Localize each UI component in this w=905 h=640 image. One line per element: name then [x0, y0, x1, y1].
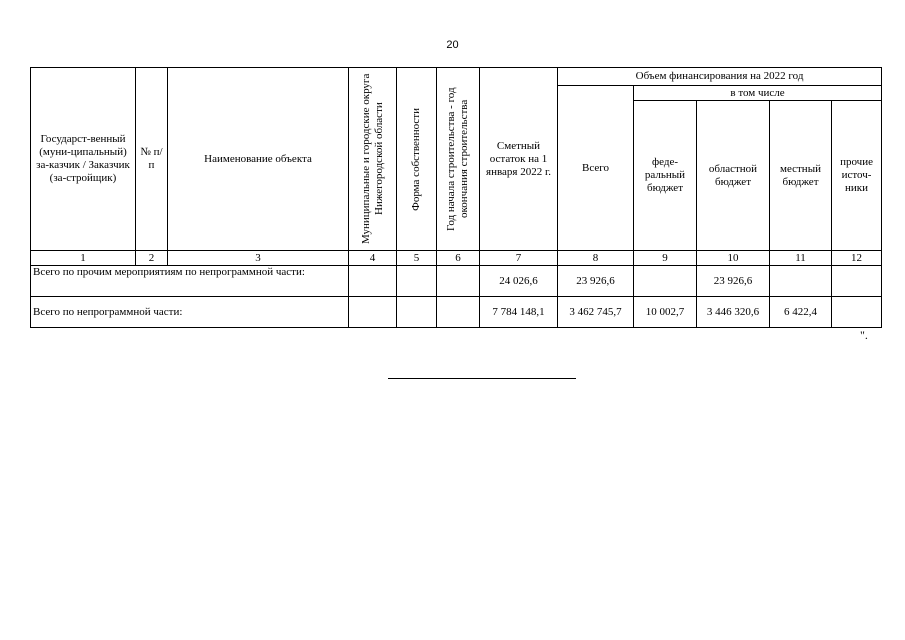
column-number: 8 [558, 251, 634, 266]
cell-regional: 3 446 320,6 [697, 297, 770, 328]
cell-municipality [349, 266, 397, 297]
closing-quote-mark: ". [860, 328, 868, 342]
header-federal: феде-ральный бюджет [634, 101, 697, 251]
column-number: 3 [168, 251, 349, 266]
cell-federal [634, 266, 697, 297]
column-number: 10 [697, 251, 770, 266]
cell-remainder: 24 026,6 [480, 266, 558, 297]
cell-municipality [349, 297, 397, 328]
column-number: 5 [397, 251, 437, 266]
separator-line [388, 378, 576, 379]
header-object-name: Наименование объекта [168, 68, 349, 251]
header-ownership-text: Форма собственности [410, 107, 422, 211]
cell-total: 3 462 745,7 [558, 297, 634, 328]
row-label: Всего по непрограммной части: [31, 297, 349, 328]
cell-years [437, 297, 480, 328]
cell-other [832, 297, 882, 328]
column-number: 1 [31, 251, 136, 266]
header-municipality [349, 68, 397, 251]
cell-regional: 23 926,6 [697, 266, 770, 297]
header-total: Всего [558, 86, 634, 251]
row-label: Всего по прочим мероприятиям по непрограммной части: [31, 266, 349, 297]
cell-total: 23 926,6 [558, 266, 634, 297]
financing-table [30, 67, 882, 328]
header-years [437, 68, 480, 251]
column-number: 7 [480, 251, 558, 266]
header-years-text: Год начала строительства - год окончания строительства [445, 87, 470, 231]
column-number: 2 [136, 251, 168, 266]
cell-local [770, 266, 832, 297]
header-remainder: Сметный остаток на 1 января 2022 г. [480, 68, 558, 251]
column-number-row [31, 251, 882, 266]
table-row [31, 266, 882, 297]
table-row [31, 297, 882, 328]
column-number: 12 [832, 251, 882, 266]
header-num: № п/п [136, 68, 168, 251]
column-number: 11 [770, 251, 832, 266]
cell-local: 6 422,4 [770, 297, 832, 328]
column-number: 9 [634, 251, 697, 266]
column-number: 4 [349, 251, 397, 266]
cell-ownership [397, 297, 437, 328]
page-number: 20 [446, 39, 459, 51]
header-customer: Государст-венный (муни-ципальный) за-казчик / Заказчик (за-стройщик) [31, 68, 136, 251]
cell-ownership [397, 266, 437, 297]
cell-federal: 10 002,7 [634, 297, 697, 328]
header-regional: областной бюджет [697, 101, 770, 251]
header-including: в том числе [634, 86, 882, 101]
header-municipality-text: Муниципальные и городские округа Нижегородской области [359, 73, 385, 245]
column-number: 6 [437, 251, 480, 266]
header-local: местный бюджет [770, 101, 832, 251]
cell-other [832, 266, 882, 297]
header-ownership [397, 68, 437, 251]
cell-remainder: 7 784 148,1 [480, 297, 558, 328]
cell-years [437, 266, 480, 297]
header-other: прочие источ-ники [832, 101, 882, 251]
header-financing: Объем финансирования на 2022 год [558, 68, 882, 86]
